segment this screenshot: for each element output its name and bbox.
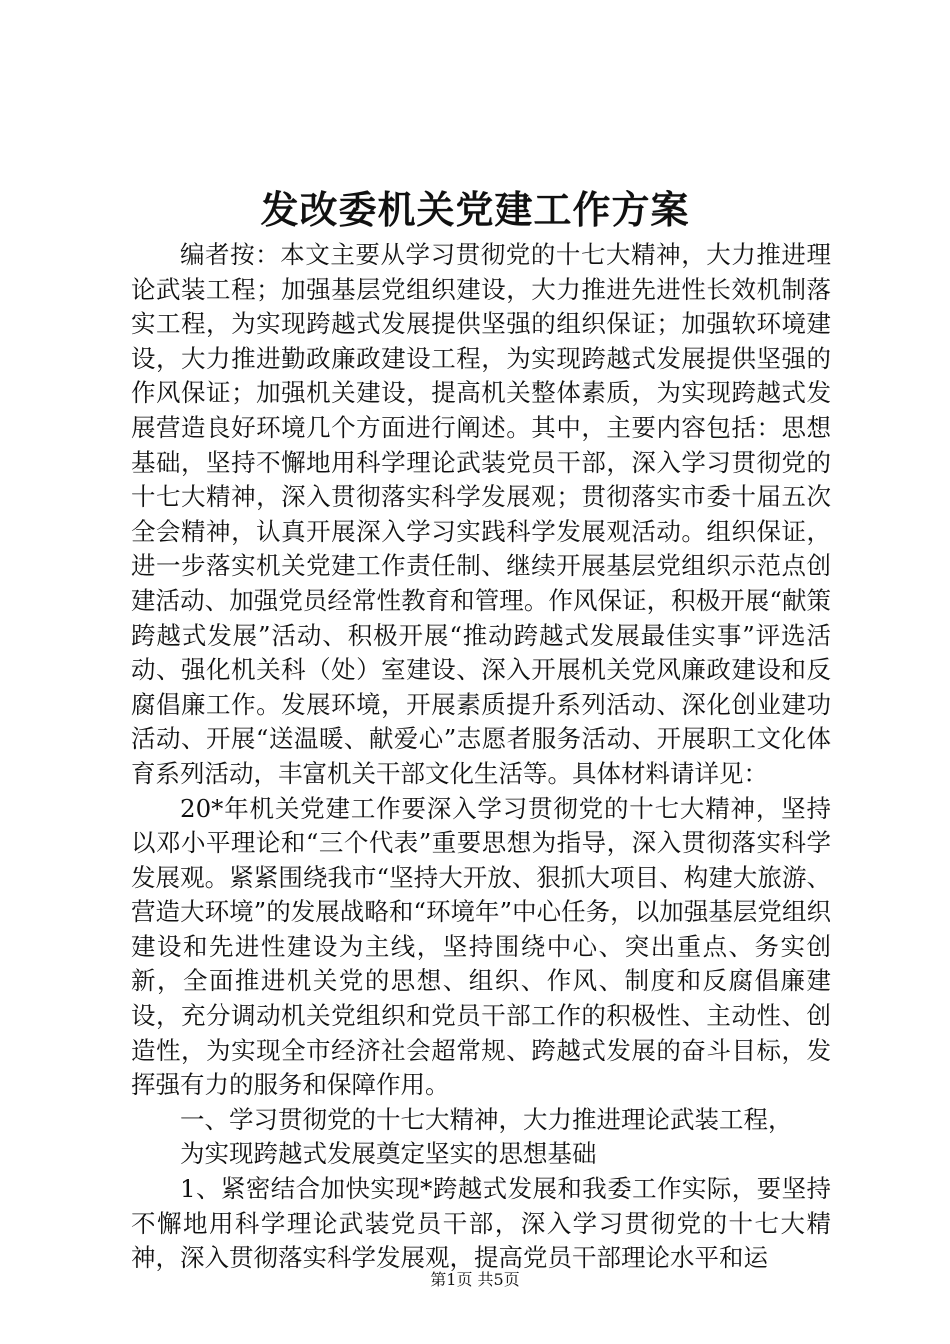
editor-note-paragraph: 编者按：本文主要从学习贯彻党的十七大精神，大力推进理论武装工程；加强基层党组织建设，大力推进先进性长效机制落实工程，为实现跨越式发展提供坚强的组织保证；加强软环境建设，大力推进勤政廉政建设工程，为实现跨越式发展提供坚强的作风保证；加强机关建设，提高机关整体素质，为实现跨越式发展营造良好环境几个方面进行阐述。其中，主要内容包括：思想基础，坚持不懈地用科学理论武装党员干部，深入学习贯彻党的十七大精神，深入贯彻落实科学发展观；贯彻落实市委十届五次全会精神，认真开展深入学习实践科学发展观活动。组织保证，进一步落实机关党建工作责任制、继续开展基层党组织示范点创建活动、加强党员经常性教育和管理。作风保证，积极开展“献策跨越式发展”活动、积极开展“推动跨越式发展最佳实事”评选活动、强化机关科（处）室建设、深入开展机关党风廉政建设和反腐倡廉工作。发展环境，开展素质提升系列活动、深化创业建功活动、开展“送温暖、献爱心”志愿者服务活动、开展职工文化体育系列活动，丰富机关干部文化生活等。具体材料请详见： xyxy=(131,240,831,788)
section-paragraph-1: 1、紧密结合加快实现*跨越式发展和我委工作实际，要坚持不懈地用科学理论武装党员干部，深入学习贯彻党的十七大精神，深入贯彻落实科学发展观，提高党员干部理论水平和运 xyxy=(131,1174,831,1273)
page-number-footer: 第1页 共5页 xyxy=(430,1270,520,1289)
section-heading-line-1: 一、学习贯彻党的十七大精神，大力推进理论武装工程， xyxy=(180,1104,793,1134)
document-title: 发改委机关党建工作方案 xyxy=(260,187,690,232)
section-heading-line-2: 为实现跨越式发展奠定坚实的思想基础 xyxy=(180,1139,597,1169)
intro-paragraph: 20*年机关党建工作要深入学习贯彻党的十七大精神，坚持以邓小平理论和“三个代表”重要思想为指导，深入贯彻落实科学发展观。紧紧围绕我市“坚持大开放、狠抓大项目、构建大旅游、营造大环境”的发展战略和“环境年”中心任务，以加强基层党组织建设和先进性建设为主线，坚持围绕中心、突出重点、务实创新，全面推进机关党的思想、组织、作风、制度和反腐倡廉建设，充分调动机关党组织和党员干部工作的积极性、主动性、创造性，为实现全市经济社会超常规、跨越式发展的奋斗目标，发挥强有力的服务和保障作用。 xyxy=(131,793,831,1100)
document-body xyxy=(131,238,831,1276)
